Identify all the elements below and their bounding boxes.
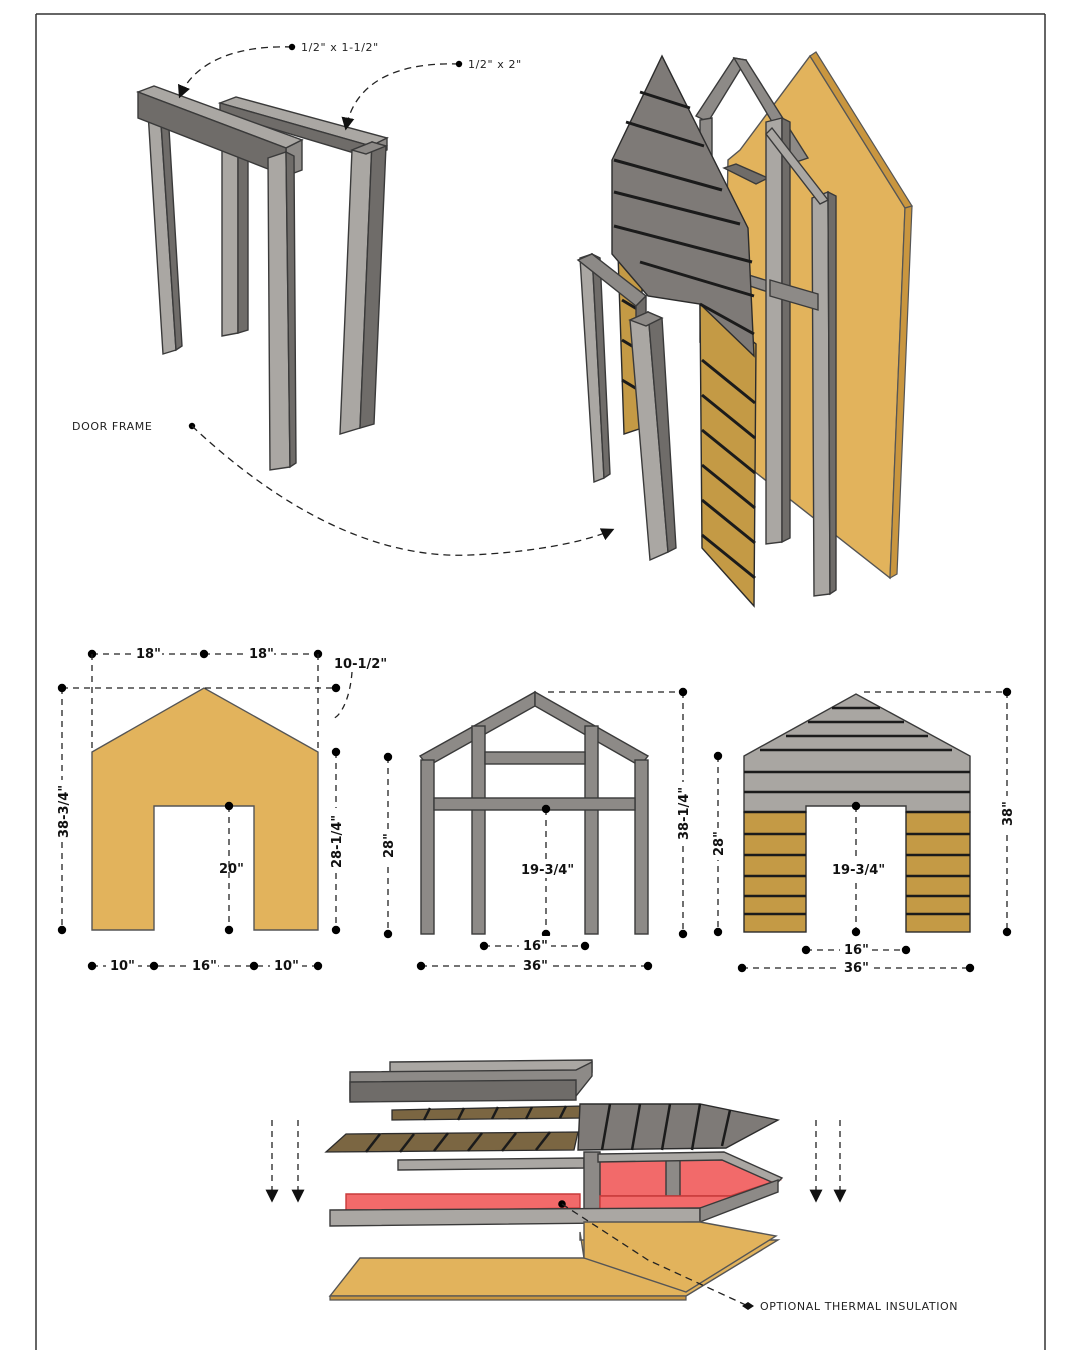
sheathing-total-height: 38-3/4" xyxy=(57,784,72,838)
side-trim-leader-dot xyxy=(456,61,462,67)
side-trim-size-label: 1/2" x 2" xyxy=(468,58,522,71)
side-trim-leader xyxy=(346,64,459,128)
siding-total-height: 38" xyxy=(1001,801,1016,826)
wall-assembly-exploded xyxy=(578,52,912,606)
framing-total-height: 38-1/4" xyxy=(677,786,692,840)
sheathing-half-width-right: 18" xyxy=(249,647,274,662)
framing-door-height: 19-3/4" xyxy=(521,863,575,878)
panel-framing xyxy=(378,688,693,974)
top-trim-size-label: 1/2" x 1-1/2" xyxy=(301,41,379,54)
sheathing-wall-height: 28-1/4" xyxy=(330,814,345,868)
panel-siding xyxy=(708,688,1017,976)
floor-assembly-exploded xyxy=(272,1060,840,1300)
door-frame-label: DOOR FRAME xyxy=(72,420,153,433)
insulation-leader-marker xyxy=(742,1302,754,1310)
sheathing-bottom-left: 10" xyxy=(110,959,135,974)
sheathing-roof-rise: 10-1/2" xyxy=(334,657,388,672)
door-frame-3d xyxy=(138,86,387,470)
framing-wall-height: 28" xyxy=(382,833,397,858)
sheathing-bottom-right: 10" xyxy=(274,959,299,974)
framing-door-width: 16" xyxy=(523,939,548,954)
sheathing-door-width: 16" xyxy=(192,959,217,974)
siding-wall-height: 28" xyxy=(712,831,727,856)
insulation-label: OPTIONAL THERMAL INSULATION xyxy=(760,1300,959,1313)
door-frame-leader xyxy=(192,426,612,555)
siding-door-height: 19-3/4" xyxy=(832,863,886,878)
sheathing-door-height: 20" xyxy=(219,862,244,877)
top-trim-leader xyxy=(180,47,292,96)
siding-door-width: 16" xyxy=(844,943,869,958)
sheathing-half-width-left: 18" xyxy=(136,647,161,662)
framing-width: 36" xyxy=(523,959,548,974)
top-trim-leader-dot xyxy=(289,44,295,50)
panel-sheathing xyxy=(52,644,387,974)
osb-panel xyxy=(92,688,318,930)
siding-width: 36" xyxy=(844,961,869,976)
upper-siding xyxy=(744,694,970,812)
